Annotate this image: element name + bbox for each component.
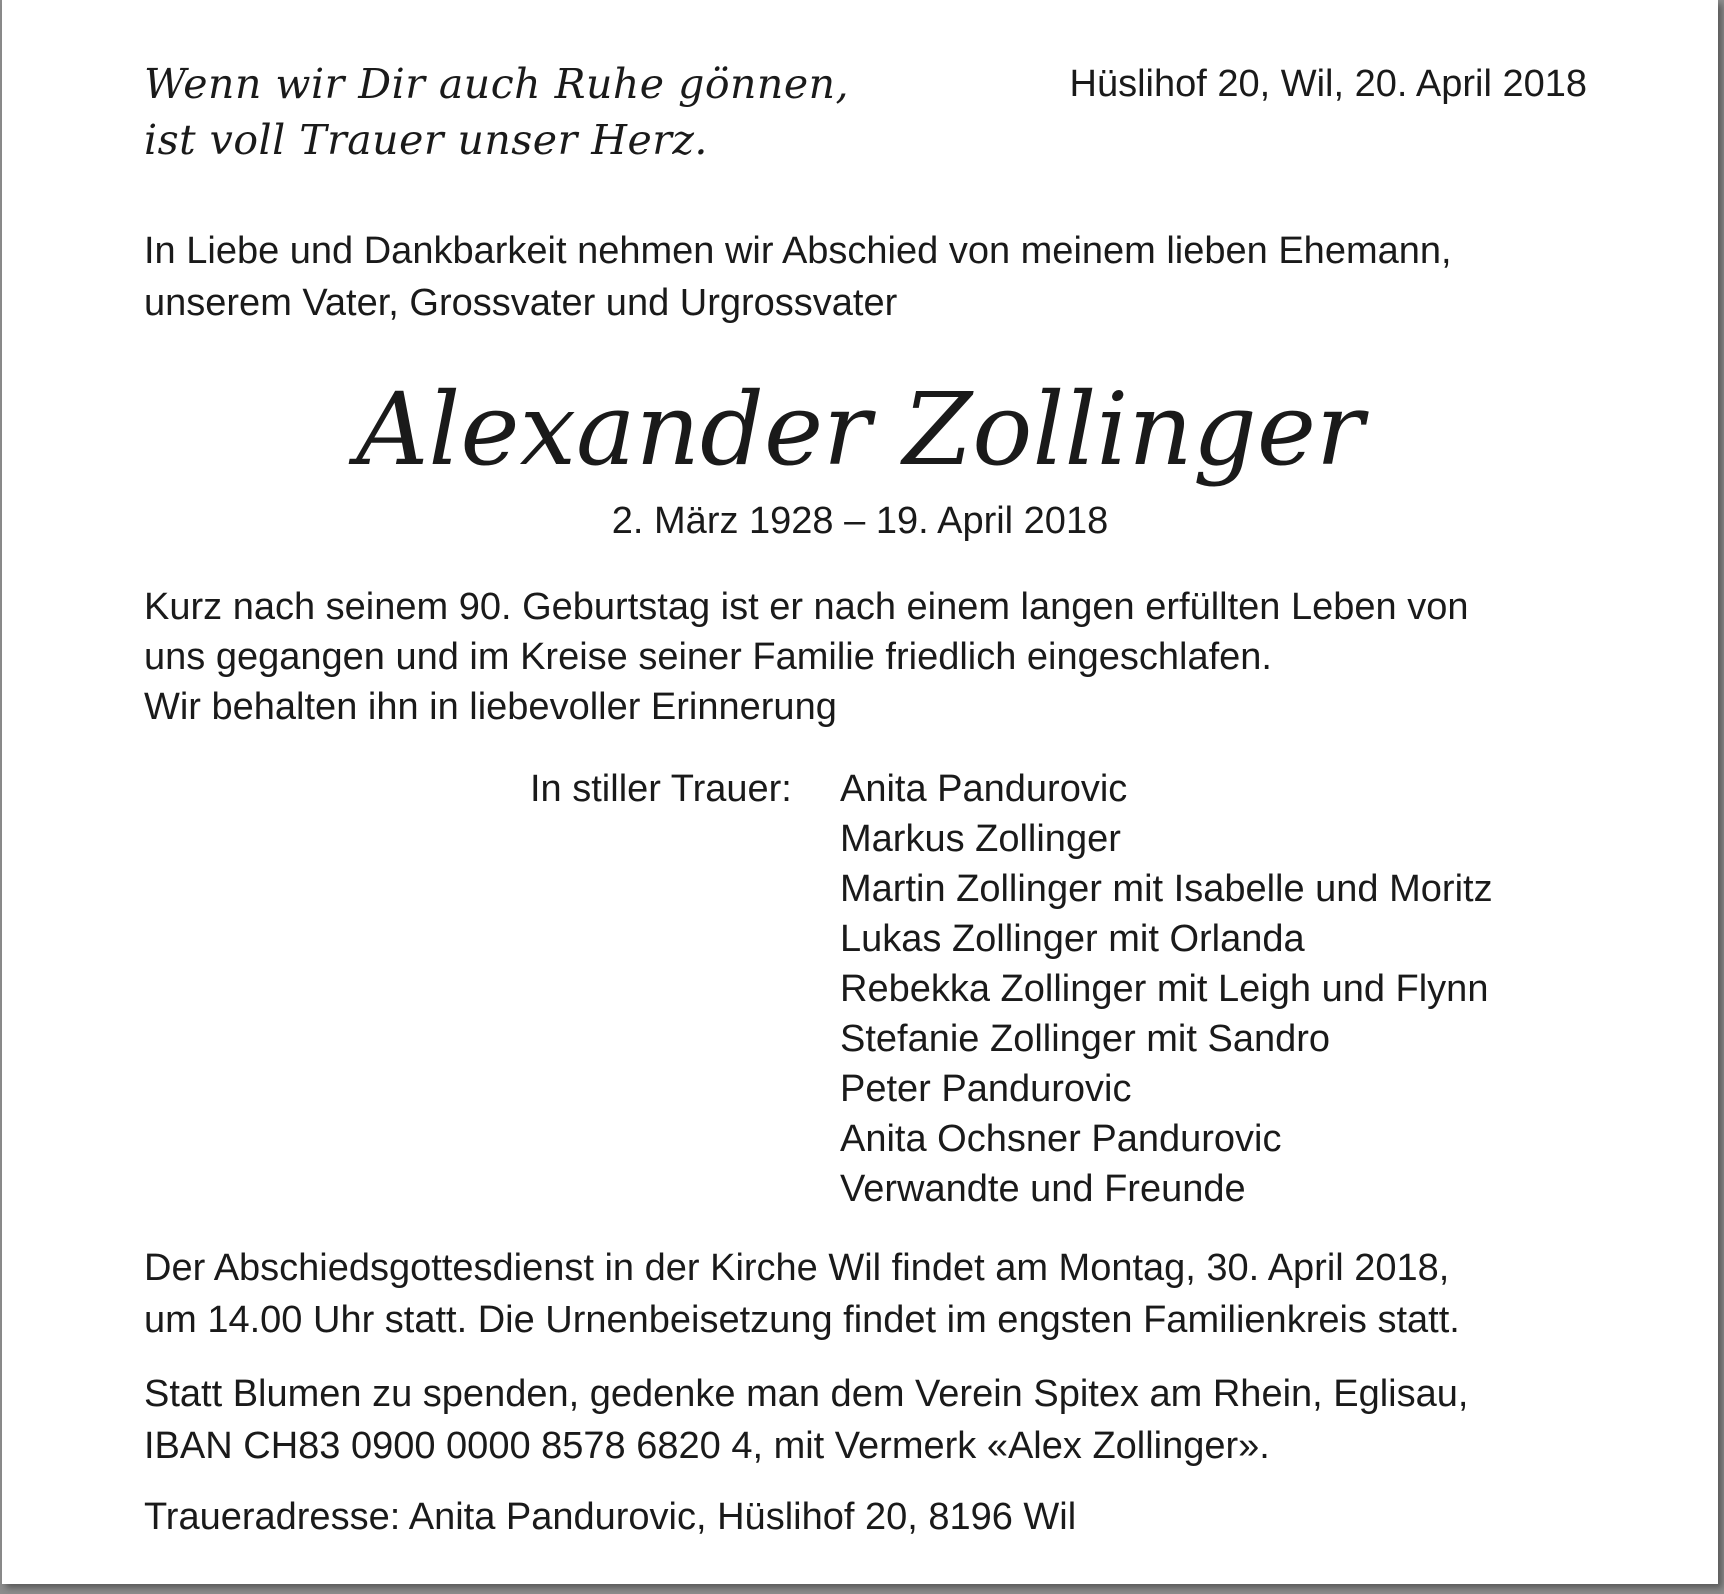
mourner-name: Markus Zollinger [840, 818, 1121, 860]
intro-line-2: unserem Vater, Grossvater und Urgrossvater [144, 282, 898, 324]
mourner-name: Lukas Zollinger mit Orlanda [840, 918, 1305, 960]
mourner-name: Martin Zollinger mit Isabelle und Moritz [840, 868, 1493, 910]
mourners-label: In stiller Trauer: [530, 768, 792, 810]
mourner-name: Verwandte und Freunde [840, 1168, 1246, 1210]
service-line-1: Der Abschiedsgottesdienst in der Kirche Wil findet am Montag, 30. April 2018, [144, 1247, 1450, 1289]
intro-line-1: In Liebe und Dankbarkeit nehmen wir Abschied von meinem lieben Ehemann, [144, 230, 1452, 272]
farewell-message [144, 582, 1468, 732]
obituary-notice [2, 0, 1718, 1584]
service-information [144, 1242, 1460, 1346]
deceased-name: Alexander Zollinger [356, 371, 1364, 488]
donation-line-2: IBAN CH83 0900 0000 8578 6820 4, mit Vermerk «Alex Zollinger». [144, 1425, 1270, 1467]
mourning-address: Traueradresse: Anita Pandurovic, Hüslihof 20, 8196 Wil [144, 1496, 1077, 1538]
message-line-2: uns gegangen und im Kreise seiner Familie friedlich eingeschlafen. [144, 636, 1272, 678]
mourner-name: Rebekka Zollinger mit Leigh und Flynn [840, 968, 1489, 1010]
mourner-name: Peter Pandurovic [840, 1068, 1132, 1110]
mourner-name: Anita Ochsner Pandurovic [840, 1118, 1282, 1160]
motto-line-2: ist voll Trauer unser Herz. [144, 116, 708, 164]
mourners-list [840, 764, 1493, 1214]
motto-verse [144, 56, 849, 168]
donation-line-1: Statt Blumen zu spenden, gedenke man dem Verein Spitex am Rhein, Eglisau, [144, 1373, 1469, 1415]
donation-information [144, 1368, 1468, 1472]
deceased-lifespan: 2. März 1928 – 19. April 2018 [611, 500, 1109, 542]
service-line-2: um 14.00 Uhr statt. Die Urnenbeisetzung findet im engsten Familienkreis statt. [144, 1299, 1460, 1341]
message-line-3: Wir behalten ihn in liebevoller Erinnerung [144, 686, 837, 728]
motto-line-1: Wenn wir Dir auch Ruhe gönnen, [144, 60, 850, 108]
intro-text [144, 225, 1452, 329]
message-line-1: Kurz nach seinem 90. Geburtstag ist er nach einem langen erfüllten Leben von [144, 586, 1469, 628]
place-and-date: Hüslihof 20, Wil, 20. April 2018 [1069, 63, 1587, 105]
mourner-name: Anita Pandurovic [840, 768, 1128, 810]
mourner-name: Stefanie Zollinger mit Sandro [840, 1018, 1331, 1060]
